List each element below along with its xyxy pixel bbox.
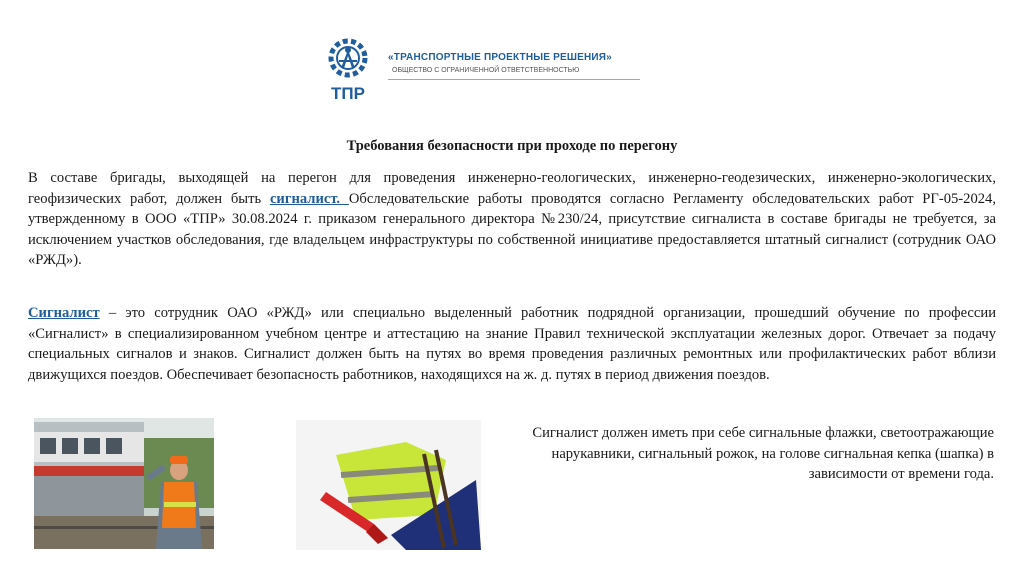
- equipment-photo: [296, 420, 481, 550]
- company-type: ОБЩЕСТВО С ОГРАНИЧЕННОЙ ОТВЕТСТВЕННОСТЬЮ: [392, 67, 580, 74]
- equipment-photo-image: [296, 420, 481, 550]
- header-divider: [388, 79, 640, 80]
- signalman-equipment-text: Сигналист должен иметь при себе сигнальные флажки, светоотражающие нарукавники, сигнальный рожок, на голове сигнальная кепка (шапка) в зависимости от времени года.: [532, 425, 994, 482]
- signalman-photo: [34, 418, 214, 549]
- company-name: «ТРАНСПОРТНЫЕ ПРОЕКТНЫЕ РЕШЕНИЯ»: [388, 52, 612, 63]
- paragraph2-text: – это сотрудник ОАО «РЖД» или специально выделенный работник подрядной организации, прошедший обучение по профессии «Сигналист» в специализированном учебном центре и аттестацию на знание Правил технической эксплуатации железных дорог. Отвечает за подачу специальных сигналов и знаков. Сигналист должен быть на путях во время проведения различных ремонтных или профилактических работ вблизи движущихся поездов. Обеспечивает безопасность работников, находящихся на ж. д. путях в период движения поездов.: [28, 305, 996, 383]
- paragraph-definition: [28, 303, 996, 385]
- svg-text:ТПР: ТПР: [331, 84, 365, 102]
- paragraph1-text-end: Обследовательские работы проводятся согласно Регламенту обследовательских работ РГ-05-2024, утвержденному в ООО «ТПР» 30.08.2024 г. приказом генерального директора №230/24, присутствие сигналиста в составе бригады не требуется, за исключением участков обследования, где владельцем инфраструктуры по собственной инициативе предоставляется штатный сигналист (сотрудник ОАО «РЖД»).: [28, 190, 996, 268]
- signalman-definition-link[interactable]: Сигналист: [28, 305, 100, 321]
- page-title: Требования безопасности при проходе по перегону: [346, 138, 678, 154]
- company-header: [322, 36, 652, 102]
- signalman-photo-image: [34, 418, 214, 549]
- paragraph1-text-start: В составе бригады, выходящей на перегон для проведения инженерно-геологических, инженерно-геодезических, инженерно-экологических, геофизических работ, должен быть: [28, 170, 996, 207]
- company-logo-icon: [322, 36, 374, 102]
- signalman-link[interactable]: сигналист.: [269, 190, 349, 207]
- paragraph-requirements: [28, 168, 996, 271]
